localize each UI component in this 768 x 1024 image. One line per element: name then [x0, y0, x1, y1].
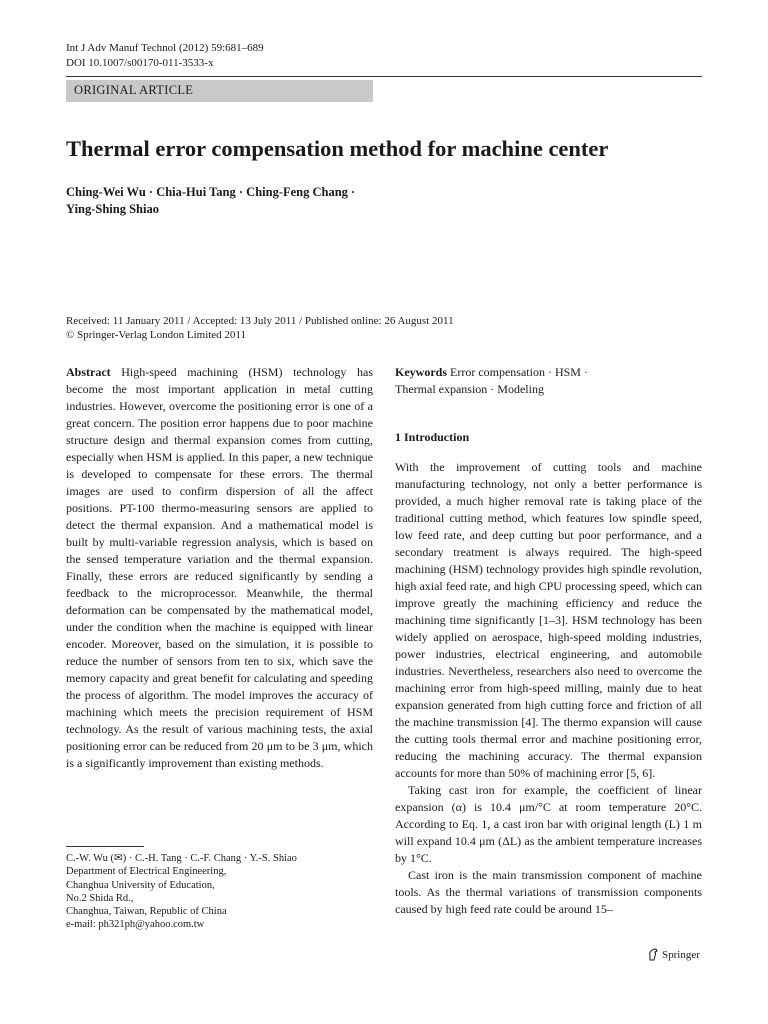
authors-line-1: Ching-Wei Wu · Chia-Hui Tang · Ching-Feng Chang · — [66, 185, 356, 199]
paper-title: Thermal error compensation method for machine center — [66, 136, 609, 161]
intro-paragraph-3: Cast iron is the main transmission component of machine tools. As the thermal variations of transmission components caused by high feed rate could be around 15– — [395, 868, 702, 916]
author-list — [66, 184, 466, 218]
doi: DOI 10.1007/s00170-011-3533-x — [66, 57, 214, 69]
authors-line-2: Ying-Shing Shiao — [66, 202, 159, 216]
history-dates: Received: 11 January 2011 / Accepted: 13 July 2011 / Published online: 26 August 2011 — [66, 315, 454, 327]
affiliation-university: Changhua University of Education, — [66, 879, 215, 891]
article-type-banner: ORIGINAL ARTICLE — [66, 80, 373, 102]
abstract-label: Abstract — [66, 365, 111, 379]
keywords-label: Keywords — [395, 365, 447, 379]
section-heading: 1 Introduction — [395, 430, 470, 444]
footnote-rule — [66, 846, 144, 847]
copyright-line: © Springer-Verlag London Limited 2011 — [66, 329, 247, 341]
intro-paragraph-2: Taking cast iron for example, the coefficient of linear expansion (α) is 10.4 μm/°C at room temperature 20°C. According to Eq. 1, a cast iron bar with original length (L) 1 m will expand 10.4 μm (ΔL) as the ambient temperature increases by 1°C. — [395, 783, 702, 865]
journal-header — [66, 41, 264, 71]
author-affiliation — [66, 852, 373, 932]
intro-paragraph-1: With the improvement of cutting tools and machine manufacturing technology, not only a better performance is provided, a much higher removal rate is taking place of the traditional cutting method, which features low spindle speed, low feed rate, and deep cutting but poor performance, and a secondary treatment is always required. The high-speed machining (HSM) technology provides high spindle revolution, high axial feed rate, and high CPU processing speed, which can improve greatly the machining efficiency and reduce the machining time significantly [1–3]. HSM technology has been widely applied on aerospace, high-speed molding industries, power industries, electrical engineering, and automobile industries. Nevertheless, researchers also need to overcome the machining error from high-speed milling, mainly due to heat expansion generated from high cutting force and friction of all the machine transmission [4]. The thermo expansion will cause the cutting tools thermal error and machine positioning error, reducing the machining accuracy. The thermal expansion accounts for more than 50% of machining error [5, 6]. — [395, 460, 702, 780]
abstract-block — [66, 364, 373, 772]
introduction-body — [395, 459, 702, 918]
abstract-text: High-speed machining (HSM) technology has become the most important application in metal cutting industries. However, overcome the positioning error is one of a great concern. The position error happens due to poor machine structure design and thermal expansion comes from cutting, especially when HSM is applied. In this paper, a new technique is developed to compensate for these errors. The thermal images are used to confirm dispersion of all the affect positions. PT-100 thermo-measuring sensors are applied to detect the thermal expansion. And a mathematical model is built by multi-variable regression analysis, which is based on the sensed temperature variation and the thermal expansion. Finally, these errors are reduced significantly by sending a feedback to the microprocessor. Meanwhile, the thermal deformation can be compensated by the mathematical model, under the condition when the machine is equipped with linear encoder. Moreover, based on the simulation, it is possible to reduce the number of sensors from ten to six, which save the memory capacity and great benefit for calculating and speeding the process of algorithm. The model improves the accuracy of machining which meets the precision requirement of HSM technology. As the result of various machining tests, the axial positioning error can be reduced from 20 μm to be 3 μm, which is a significantly improvement than existing methods. — [66, 365, 373, 770]
journal-citation: Int J Adv Manuf Technol (2012) 59:681–689 — [66, 42, 264, 54]
keywords-line-1 — [395, 364, 702, 381]
affiliation-dept: Department of Electrical Engineering, — [66, 866, 227, 878]
affiliation-street: No.2 Shida Rd., — [66, 892, 134, 904]
header-rule — [66, 76, 702, 77]
keywords-line-2: Thermal expansion · Modeling — [395, 382, 544, 396]
correspondence-line: C.-W. Wu (✉) · C.-H. Tang · C.-F. Chang · Y.-S. Shiao — [66, 853, 297, 864]
keywords-block — [395, 364, 702, 398]
contact-email: e-mail: ph321ph@yahoo.com.tw — [66, 919, 205, 931]
springer-horse-icon — [648, 948, 659, 961]
keywords-list-1: Error compensation · HSM · — [450, 365, 588, 379]
publisher-name: Springer — [662, 948, 700, 961]
publisher-footer — [648, 948, 700, 961]
abstract-paragraph — [66, 364, 373, 772]
publication-dates — [66, 314, 454, 342]
affiliation-city: Changhua, Taiwan, Republic of China — [66, 906, 227, 918]
